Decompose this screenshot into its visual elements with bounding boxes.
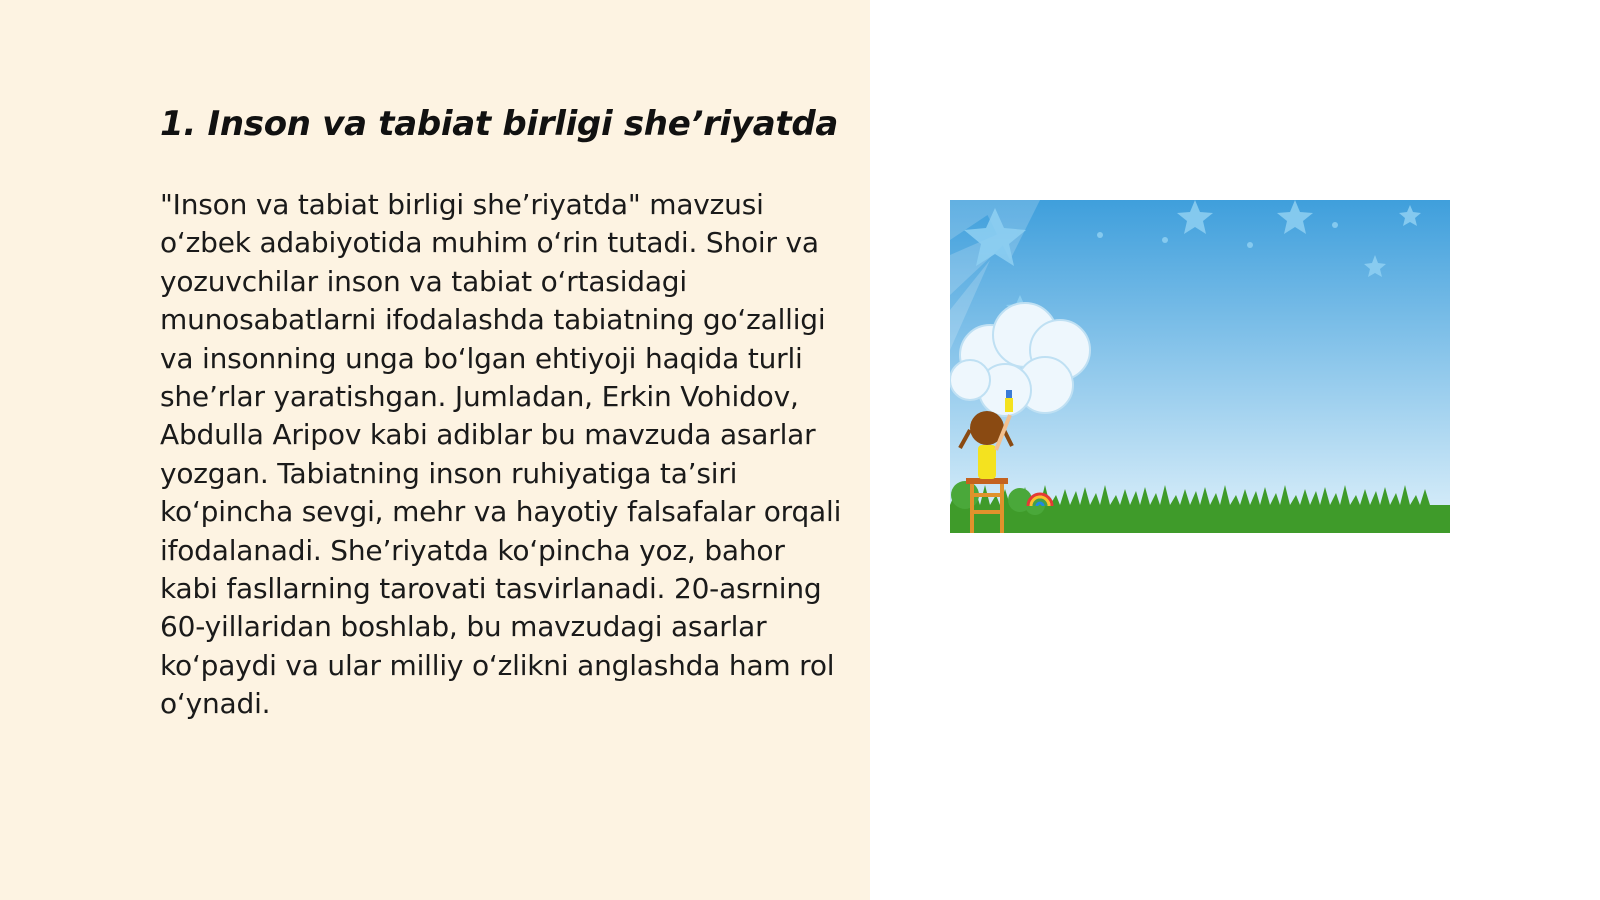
star-icon [1332,222,1338,228]
rainbow-icon [1028,494,1052,506]
star-icon [1097,232,1103,238]
slide-body-text: "Inson va tabiat birligi she’riyatda" mavzusi o‘zbek adabiyotida muhim o‘rin tutadi. Shoir va yozuvchilar inson va tabiat o‘rtasidagi munosabatlarni ifodalashda tabiatning go‘zalligi va insonning unga bo‘lgan ehtiyoji haqida turli she’rlar yaratishgan. Jumladan, Erkin Vohidov, Abdulla Aripov kabi adiblar bu mavzuda asarlar yozgan. Tabiatning inson ruhiyatiga ta’siri ko‘pincha sevgi, mehr va hayotiy falsafalar orqali ifodalanadi. She’riyatda ko‘pincha yoz, bahor kabi fasllarning tarovati tasvirlanadi. 20-asrning 60-yillaridan boshlab, bu mavzudagi asarlar ko‘paydi va ular milliy o‘zlikni anglashda ham rol o‘ynadi. [160,188,842,721]
sky-scene-image [950,200,1450,533]
cartoon-sky-illustration [950,200,1450,533]
slide-title: 1. Inson va tabiat birligi she’riyatda [160,104,839,144]
star-icon [1162,237,1168,243]
star-icon [1247,242,1253,248]
